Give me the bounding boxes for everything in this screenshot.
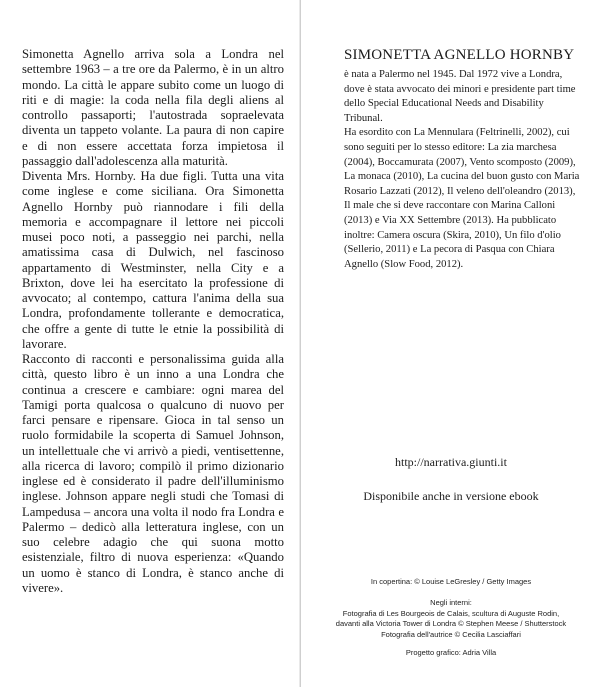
publisher-url[interactable]: http://narrativa.giunti.it <box>395 455 507 469</box>
right-flap <box>300 0 600 687</box>
synopsis-paragraph: Simonetta Agnello arriva sola a Londra nel settembre 1963 – a tre ore da Palermo, è in un altro mondo. La città le appare subito come un luogo di riti e di magie: la coda nella fila degli aliens al controllo passaporti; l'autostrada sopraelevata diventa un tappeto volante. La paura di non capire e di non essere accettata forza impietosa il passaggio dall'adolescenza alla maturità. <box>22 47 284 168</box>
synopsis-paragraph: Diventa Mrs. Hornby. Ha due figli. Tutta una vita come inglese e come siciliana. Ora Simonetta Agnello Hornby può riannodare i fili della memoria e accompagnare il lettore nei piccoli musei poco noti, a passeggio nei parchi, nella amatissima casa di Dulwich, nel fascinoso appartamento di Westminster, nella City e a Brixton, dove lei ha esercitato la professione di avvocato; al contempo, cattura l'anima della sua Londra, profondamente tollerante e democratica, che offre a gente di tutte le etnie la possibilità di lavorare. <box>22 169 284 351</box>
ebook-notice: Disponibile anche in versione ebook <box>363 489 539 503</box>
author-name: SIMONETTA AGNELLO HORNBY <box>344 47 575 63</box>
interior-credit-label: Negli interni: <box>430 598 472 607</box>
interior-credit-line: Fotografia di Les Bourgeois de Calais, scultura di Auguste Rodin, <box>342 608 560 618</box>
author-bio <box>344 47 580 272</box>
interior-credit-line: Fotografia dell'autrice © Cecilia Lasciaffari <box>381 629 521 639</box>
bio-paragraph-2: Ha esordito con La Mennulara (Feltrinelli, 2002), cui sono seguiti per lo stesso editore: La zia marchesa (2004), Boccamurata (2007), Vento scomposto (2009), La monaca (2010), La cucina del buon gusto con Maria Rosario Lazzati (2012), Il veleno dell'oleandro (2013), Il male che si deve raccontare con Marina Calloni (2013) e Via XX Settembre (2013). Ha pubblicato inoltre: Camera oscura (Skira, 2010), Un filo d'olio (Sellerio, 2011) e La pecora di Pasqua con Chiara Agnello (Slow Food, 2012). <box>344 127 580 270</box>
bio-paragraph-1: è nata a Palermo nel 1945. Dal 1972 vive a Londra, dove è stata avvocato dei minori e presidente part time dello Special Educational Needs and Disability Tribunal. <box>344 69 576 124</box>
interior-credits <box>301 598 600 640</box>
synopsis-paragraph: Racconto di racconti e personalissima guida alla città, questo libro è un inno a una Londra che continua a crescere e cambiare: ogni marea del Tamigi porta qualcosa o qualcuno di nuovo per farci pensare e ripensare. Gioca in tal senso un ruolo formidabile la scoperta di Samuel Johnson, un intellettuale che vi arrivò a piedi, ventisettenne, alla ricerca di lavoro; compilò il primo dizionario inglese ed è considerato il padre dell'illuminismo inglese. Johnson appare negli studi che Tomasi di Lampedusa – ancora una volta il nodo fra Londra e Palermo – dedicò alla letteratura inglese, con un suo celebre adagio che qui suona motto esistenziale, filtro di nuova esperienza: «Quando un uomo è stanco di Londra, è stanco anche di vivere». <box>22 352 284 595</box>
synopsis-text <box>22 47 284 596</box>
cover-credit: In copertina: © Louise LeGresley / Getty Images <box>370 577 532 586</box>
interior-credit-line: davanti alla Victoria Tower di Londra © Stephen Meese / Shutterstock <box>335 619 567 629</box>
design-credit: Progetto grafico: Adria Villa <box>405 648 497 657</box>
